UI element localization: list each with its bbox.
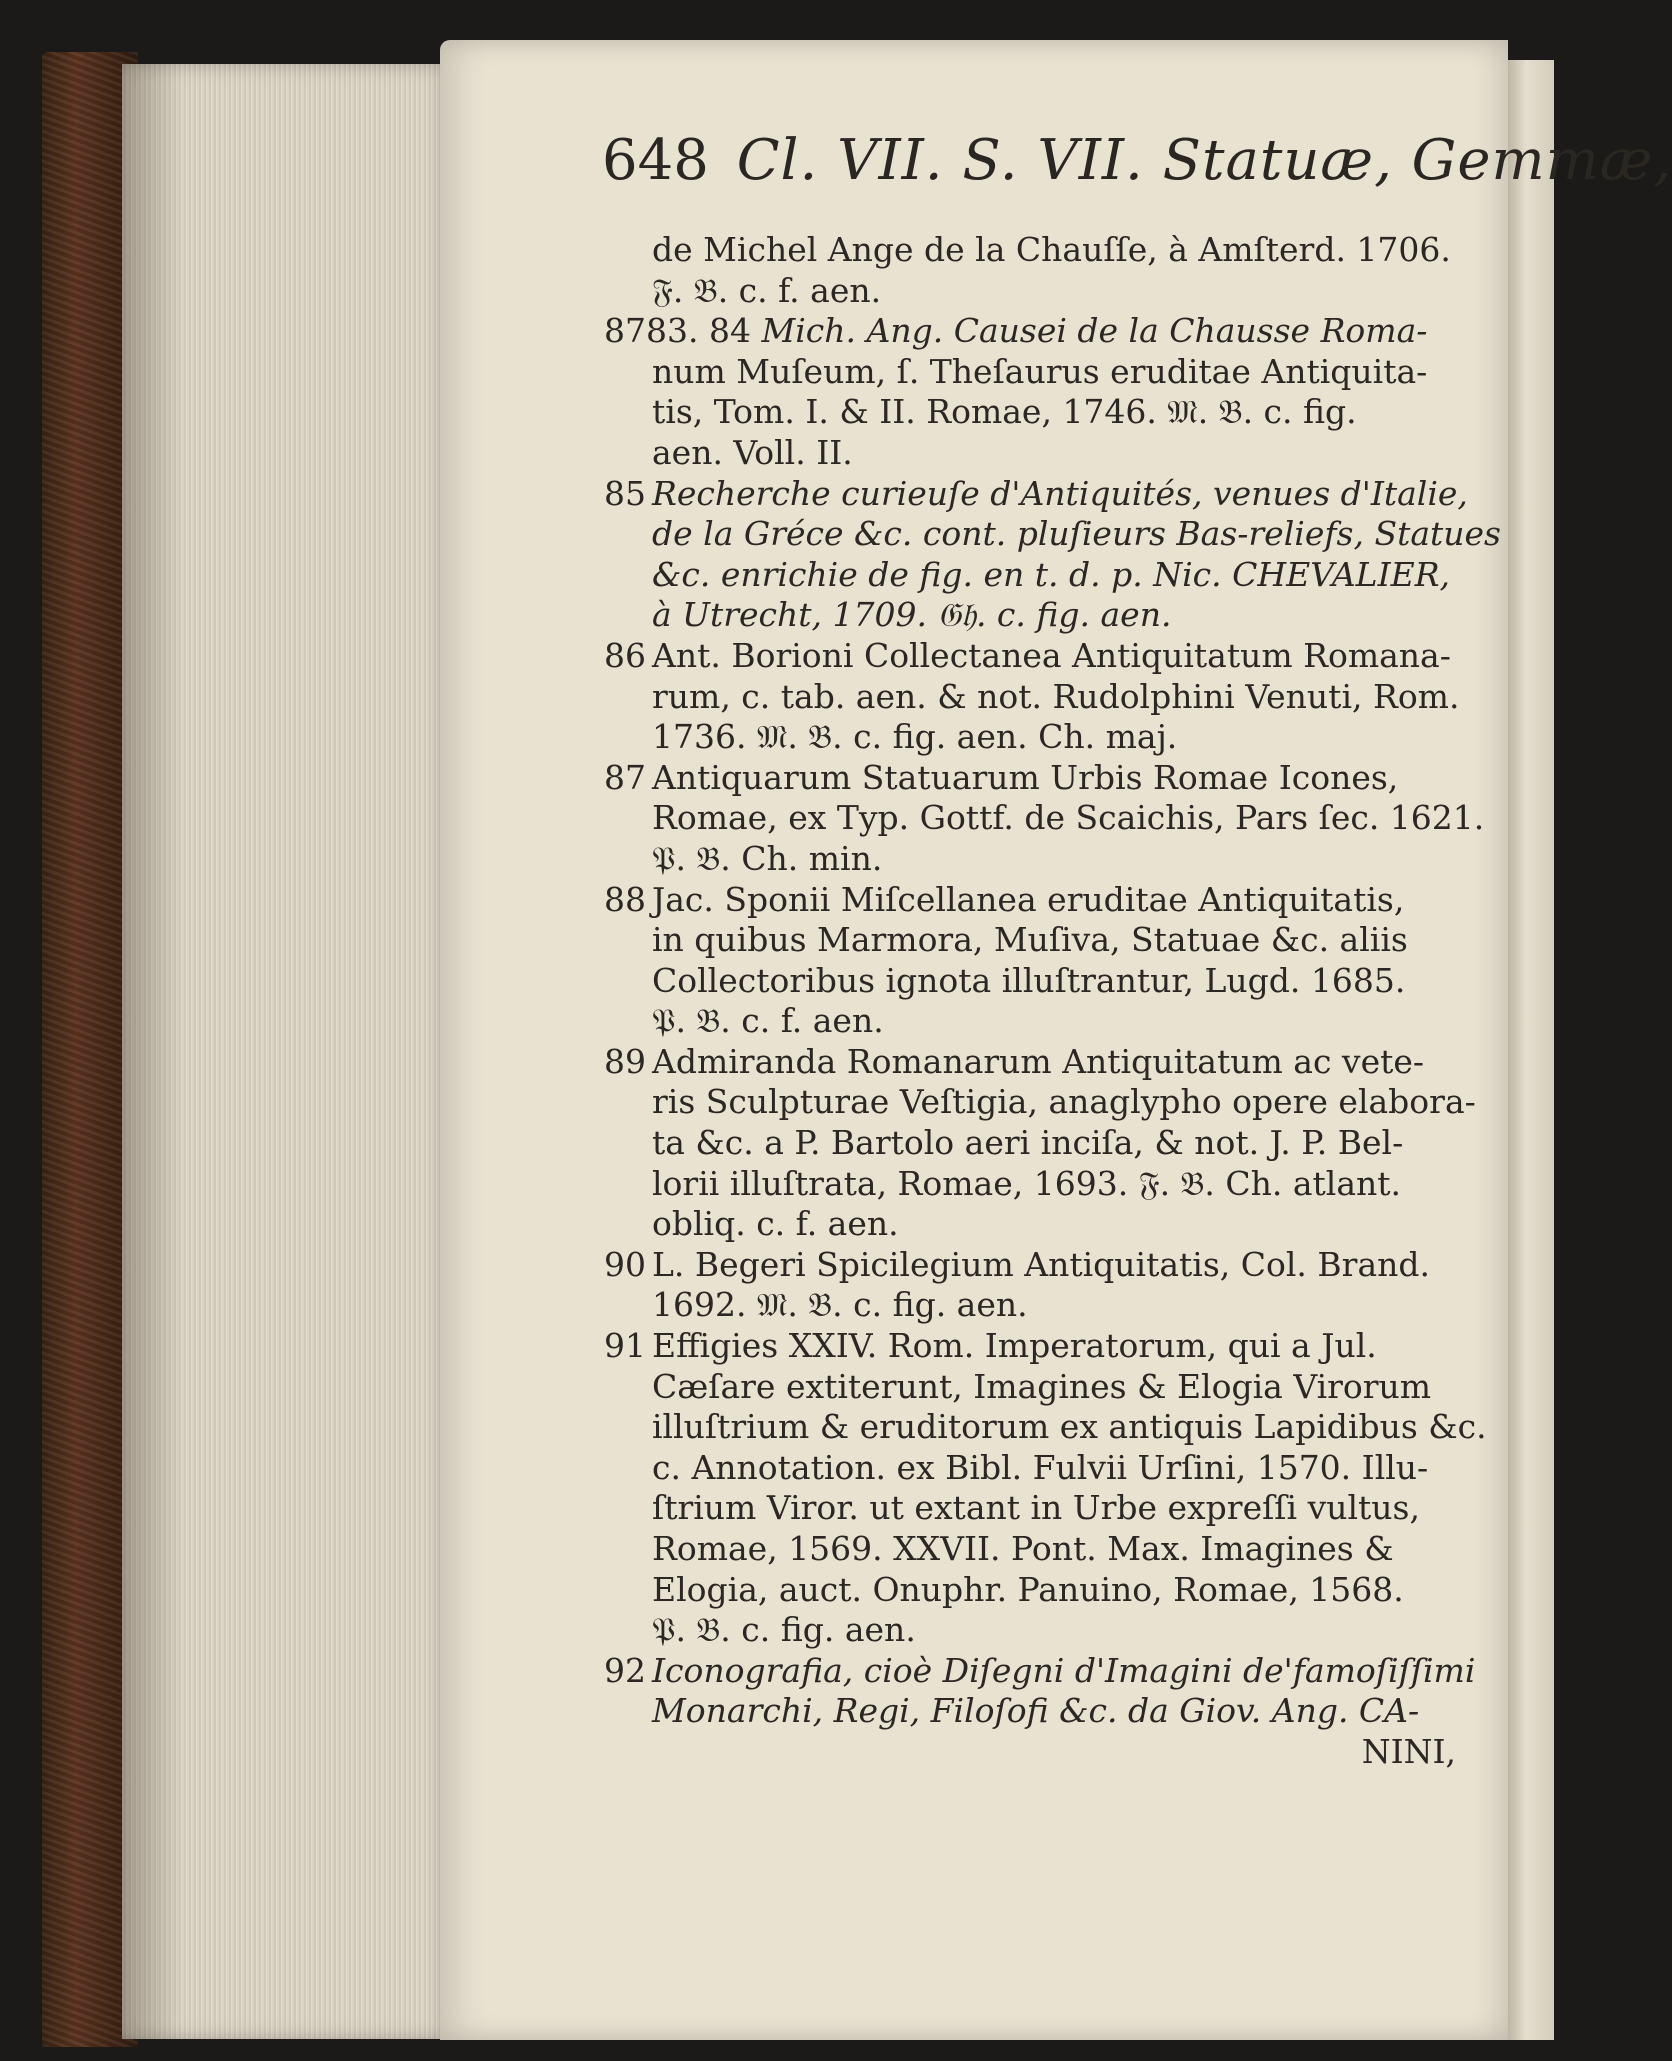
entry-number: 92 [604, 1650, 646, 1690]
entry-number: 90 [604, 1244, 646, 1284]
catalogue-entry [604, 1326, 1487, 1651]
entry-line: 𝔉. 𝔅. c. f. aen. [652, 270, 882, 310]
entry-line: ta &c. a P. Bartolo aeri inciſa, & not. J. P. Bel- [652, 1123, 1404, 1163]
entry-line: de la Gréce &c. cont. pluſieurs Bas-reliefs, Statues [652, 514, 1501, 554]
entry-line: Admiranda Romanarum Antiquitatum ac vete- [652, 1041, 1425, 1081]
entry-line: &c. enrichie de fig. en t. d. p. Nic. CHEVALIER, [652, 554, 1451, 594]
catalogue-entry [604, 1041, 1476, 1245]
catalogue-entry [604, 635, 1460, 758]
entry-number: 88 [604, 879, 646, 919]
entry-line: Recherche curieuſe d'Antiquités, venues d'Italie, [652, 473, 1468, 513]
catalogue-entry [604, 230, 1456, 311]
entry-line: c. Annotation. ex Bibl. Fulvii Urſini, 1570. Illu- [652, 1447, 1429, 1487]
catalogue-entry [604, 1245, 1456, 1326]
entry-line: Jac. Sponii Miſcellanea eruditae Antiquitatis, [652, 879, 1405, 919]
entry-line: 1736. 𝔐. 𝔅. c. fig. aen. Ch. maj. [652, 717, 1178, 757]
entry-line: illuſtrium & eruditorum ex antiquis Lapidibus &c. [652, 1407, 1487, 1447]
entry-line: ſtrium Viror. ut extant in Urbe expreſſi vultus, [652, 1488, 1420, 1528]
entry-line: 𝔓. 𝔅. c. fig. aen. [652, 1610, 916, 1650]
page-number: 648 [602, 128, 709, 193]
entry-number: 91 [604, 1326, 646, 1366]
catalogue-entry [604, 473, 1501, 636]
entry-line: 𝔓. 𝔅. c. f. aen. [652, 1001, 884, 1041]
running-header [602, 128, 1672, 208]
entry-number: 86 [604, 635, 646, 675]
entry-line: Cæſare extiterunt, Imagines & Elogia Virorum [652, 1366, 1432, 1406]
entry-line: Mich. Ang. Causei de la Chausse Roma- [761, 311, 1428, 351]
entry-line: lorii illuſtrata, Romae, 1693. 𝔉. 𝔅. Ch. atlant. [652, 1163, 1402, 1203]
entry-line: Effigies XXIV. Rom. Imperatorum, qui a Jul. [652, 1326, 1377, 1366]
entry-line: à Utrecht, 1709. 𝔊𝔥. c. fig. aen. [652, 595, 1172, 635]
entry-line: Collectoribus ignota illuſtrantur, Lugd. 1685. [652, 960, 1406, 1000]
catalogue-entry [604, 757, 1485, 880]
catalogue-entry [604, 1650, 1476, 1773]
running-title: Cl. VII. S. VII. Statuæ, Gemmæ, [736, 128, 1672, 193]
entry-first-line [604, 311, 1456, 352]
catalogue-entries [604, 230, 1501, 1773]
entry-line: tis, Tom. I. & II. Romae, 1746. 𝔐. 𝔅. c. fig. [652, 392, 1357, 432]
catalogue-entry [604, 880, 1456, 1042]
entry-line: 1692. 𝔐. 𝔅. c. fig. aen. [652, 1285, 1028, 1325]
entry-line: Romae, ex Typ. Gottf. de Scaichis, Pars ſec. 1621. [652, 798, 1485, 838]
entry-line: num Muſeum, ſ. Theſaurus eruditae Antiquita- [652, 351, 1428, 391]
facing-page-edge [1508, 60, 1554, 2040]
entry-number: 8783. 84 [604, 311, 751, 351]
entry-number: 87 [604, 757, 646, 797]
entry-line: de Michel Ange de la Chauſſe, à Amſterd. 1706. [652, 230, 1451, 269]
page-edges [122, 64, 452, 2039]
entry-line: Monarchi, Regi, Filoſofi &c. da Giov. Ang. CA- [652, 1691, 1420, 1731]
entry-line: in quibus Marmora, Muſiva, Statuae &c. aliis [652, 920, 1408, 960]
entry-line: 𝔓. 𝔅. Ch. min. [652, 838, 883, 878]
entry-line: obliq. c. f. aen. [652, 1204, 899, 1244]
entry-line: NINI, [1361, 1731, 1456, 1771]
entry-line: ris Sculpturae Veſtigia, anaglypho opere elabora- [652, 1082, 1476, 1122]
entry-line: aen. Voll. II. [652, 432, 853, 472]
entry-line: Romae, 1569. XXVII. Pont. Max. Imagines & [652, 1529, 1394, 1568]
entry-line: Iconografia, cioè Diſegni d'Imagini de'famoſiſſimi [652, 1650, 1476, 1690]
catalogue-entry [604, 311, 1456, 473]
entry-line: Elogia, auct. Onuphr. Panuino, Romae, 1568. [652, 1569, 1404, 1609]
entry-line: Antiquarum Statuarum Urbis Romae Icones, [652, 757, 1399, 797]
entry-number: 89 [604, 1041, 646, 1081]
entry-line: L. Begeri Spicilegium Antiquitatis, Col. Brand. [652, 1244, 1430, 1284]
entry-line: rum, c. tab. aen. & not. Rudolphini Venuti, Rom. [652, 676, 1460, 716]
entry-line: Ant. Borioni Collectanea Antiquitatum Romana- [652, 635, 1451, 675]
entry-number: 85 [604, 473, 646, 513]
